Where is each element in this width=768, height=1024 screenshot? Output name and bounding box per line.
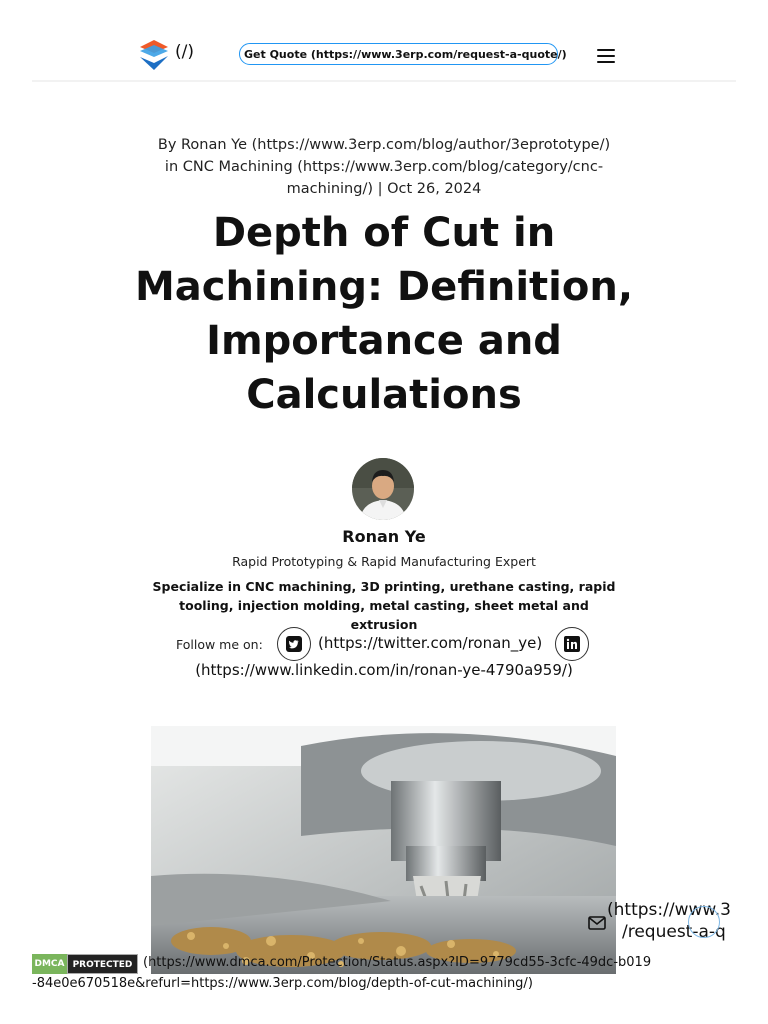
floating-contact-button[interactable] bbox=[585, 898, 736, 946]
floating-circle-icon[interactable] bbox=[688, 906, 720, 938]
floating-contact-url[interactable]: (https://www.3 bbox=[607, 900, 731, 920]
author-role: Rapid Prototyping & Rapid Manufacturing Expert bbox=[232, 554, 536, 569]
article-meta: By Ronan Ye (https://www.3erp.com/blog/author/3eprototype/) in CNC Machining (https://www.3erp.com/blog/category/cnc-machining/) | Oct 26, 2024 bbox=[157, 137, 611, 197]
twitter-button[interactable] bbox=[277, 627, 311, 661]
logo-link[interactable]: (/) bbox=[175, 42, 194, 62]
author-specialty: Specialize in CNC machining, 3D printing, urethane casting, rapid tooling, injection molding, metal casting, sheet metal and extrusion bbox=[152, 579, 616, 632]
3erp-logo-icon[interactable] bbox=[140, 40, 168, 70]
linkedin-link[interactable]: (https://www.linkedin.com/in/ronan-ye-4790a959/) bbox=[195, 661, 573, 679]
author-avatar bbox=[352, 458, 414, 520]
article-title: Depth of Cut in Machining: Definition, Importance and Calculations bbox=[134, 210, 634, 418]
get-quote-button[interactable]: Get Quote (https://www.3erp.com/request-a-quote/) bbox=[239, 43, 558, 65]
dmca-status-link[interactable]: (https://www.dmca.com/Protection/Status.aspx?ID=9779cd55-3cfc-49dc-b019-84e0e670518e&refurl=https://www.3erp.com/blog/depth-of-cut-machining/) bbox=[32, 955, 652, 991]
dmca-badge[interactable] bbox=[32, 954, 140, 974]
site-header bbox=[32, 0, 736, 82]
linkedin-button[interactable] bbox=[555, 627, 589, 661]
follow-label: Follow me on: bbox=[176, 637, 263, 652]
mail-icon bbox=[588, 916, 606, 930]
dmca-badge-right: PROTECTED bbox=[67, 954, 138, 974]
floating-contact-url-cont[interactable]: /request-a-q bbox=[622, 922, 726, 942]
hero-image-cnc-milling bbox=[151, 726, 616, 974]
twitter-link[interactable]: (https://twitter.com/ronan_ye) bbox=[318, 634, 543, 652]
dmca-badge-left: DMCA bbox=[32, 954, 67, 974]
twitter-icon bbox=[286, 636, 302, 652]
linkedin-icon bbox=[564, 636, 580, 652]
author-name: Ronan Ye bbox=[342, 527, 426, 546]
hamburger-menu-icon[interactable] bbox=[597, 49, 615, 63]
